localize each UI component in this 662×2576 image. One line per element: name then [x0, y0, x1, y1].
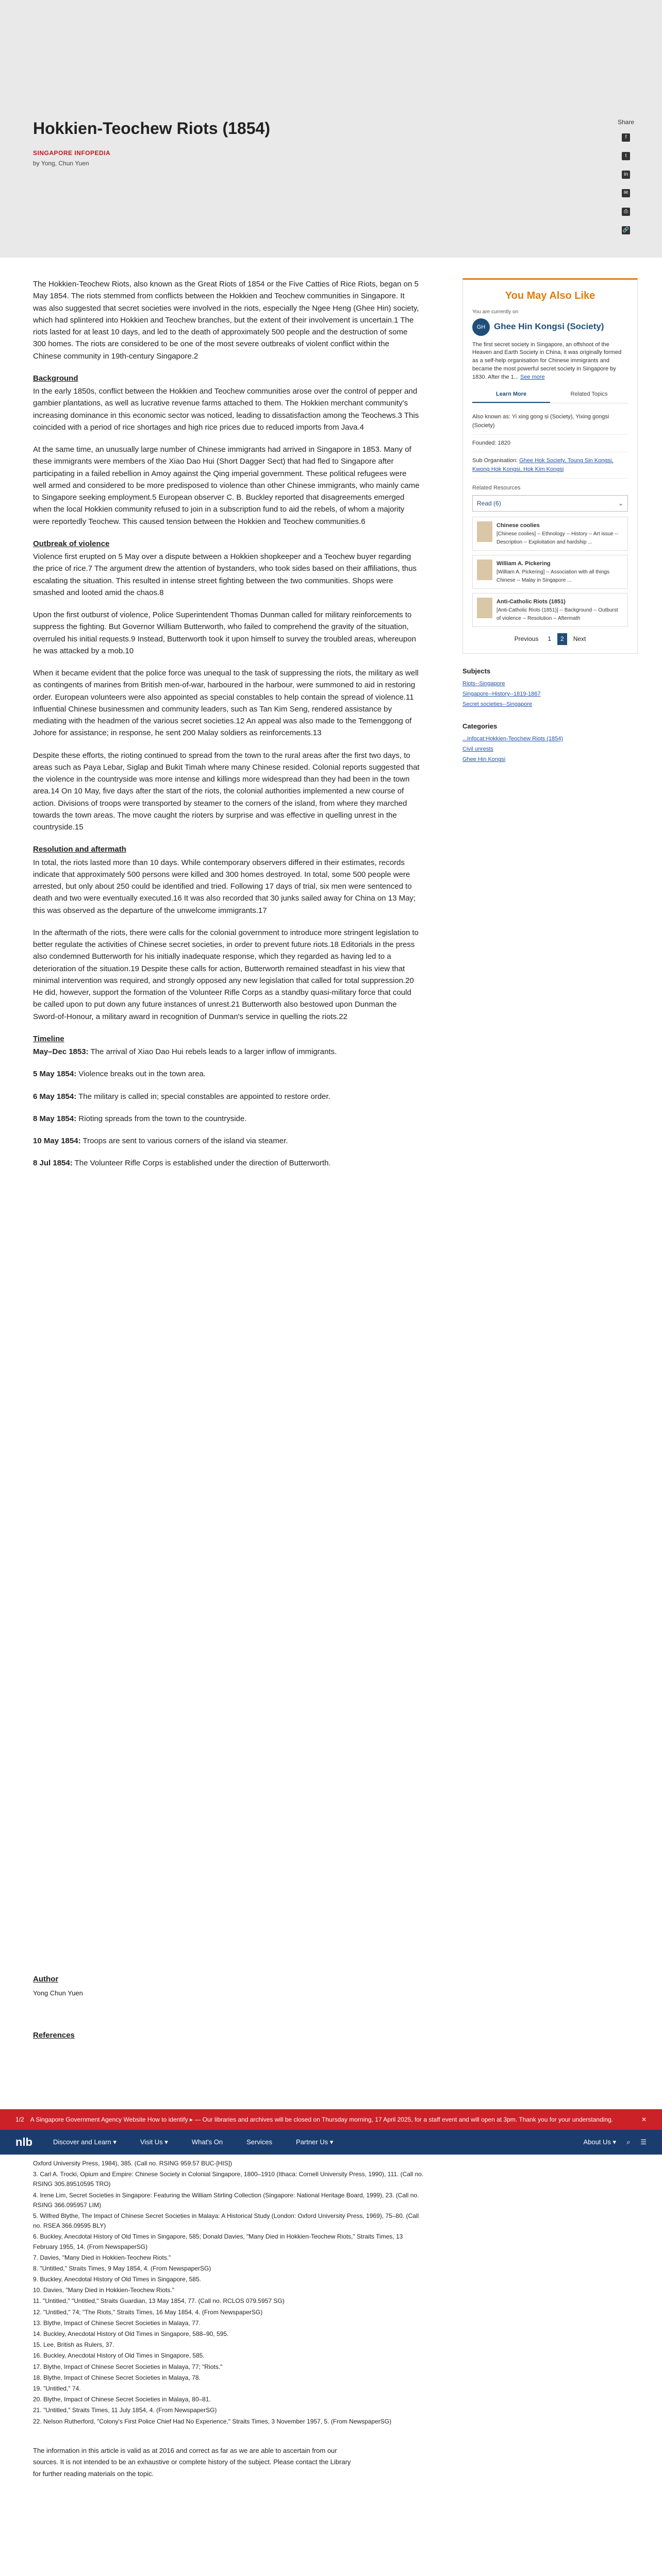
print-icon[interactable]: ⎙: [622, 208, 630, 216]
author-name: Yong Chun Yuen: [33, 1989, 83, 1997]
references-list: [33, 2159, 425, 2480]
reference-item: 13. Blythe, Impact of Chinese Secret Societies in Malaya, 77.: [33, 2319, 201, 2327]
resource-card[interactable]: Chinese coolies [Chinese coolies] -- Ethnology -- History -- Art issue -- Description -- Exploitation and hardship ...: [472, 517, 628, 551]
fact-also-known: Also known as: Yi xing gong si (Society), Yixing gongsi (Society): [472, 409, 628, 435]
topic-tabs: [472, 387, 628, 403]
nav-item-about[interactable]: About Us ▾: [583, 2138, 617, 2146]
article-paragraph: Violence first erupted on 5 May over a dispute between a Hokkien shopkeeper and a Teochew buyer regarding the price of rice.7 The argument drew the attention of bystanders, who took sides based on their affiliations, thus escalating the situation. This resulted in intense street fighting between the two communities. Shops were smashed and looted amid the chaos.8: [33, 552, 417, 597]
reference-item: 7. Davies, "Many Died in Hokkien-Teochew Riots.": [33, 2253, 171, 2261]
article-paragraph: The Hokkien-Teochew Riots, also known as the Great Riots of 1854 or the Five Catties of Rice Riots, began on 5 May 1854. The riots stemmed from conflicts between the Hokkien and Teochew communities in Singapore. It was also suggested that secret societies were involved in the riots, especially the Ngee Heng (Ghee Hin) society, which had splintered into Hokkien and Teochew branches, but the extent of their involvement is uncertain.1 The riots lasted for at least 10 days, and led to the death of approximately 500 people and the destruction of some 300 homes. The riots are considered to be one of the most severe outbreaks of violent conflict within the Chinese community in 19th-century Singapore.2: [33, 280, 419, 361]
topic-description: The first secret society in Singapore, an offshoot of the Heaven and Earth Society in China, it was originally formed as a self-help organisation for Chinese immigrants and became the most powerful secret society in Singapore by 1830. After the 1... See more: [472, 341, 622, 381]
reference-item: 12. "Untitled," 74; "The Riots," Straits Times, 16 May 1854, 4. (From NewspaperSG): [33, 2308, 263, 2316]
reference-item: 18. Blythe, Impact of Chinese Secret Societies in Malaya, 78.: [33, 2374, 201, 2381]
byline: by Yong, Chun Yuen: [33, 160, 89, 167]
subject-link[interactable]: Riots--Singapore: [462, 680, 505, 687]
reference-item: 9. Buckley, Anecdotal History of Old Times in Singapore, 585.: [33, 2276, 201, 2283]
nlb-logo[interactable]: nlb: [15, 2135, 32, 2148]
facebook-icon[interactable]: f: [622, 133, 630, 142]
see-more-link[interactable]: See more: [520, 374, 545, 381]
current-topic[interactable]: [472, 318, 628, 336]
notice-banner: [0, 2109, 662, 2130]
reference-item: 4. Irene Lim, Secret Societies in Singapore: Featuring the William Stirling Collection (Singapore: National Heritage Board, 1999), 23. (Call no. RSING 366.095957 LIM): [33, 2191, 419, 2209]
email-icon[interactable]: ✉: [622, 189, 630, 197]
subjects-label: Subjects: [462, 667, 491, 675]
reference-item: 22. Nelson Rutherford, "Colony's First Police Chief Had No Experience," Straits Times, 3 November 1957, 5. (From NewspaperSG): [33, 2417, 392, 2425]
reference-item: 8. "Untitled," Straits Times, 9 May 1854, 4. (From NewspaperSG): [33, 2264, 211, 2272]
resource-thumbnail: [477, 560, 492, 580]
reference-item: 16. Buckley, Anecdotal History of Old Times in Singapore, 585.: [33, 2352, 205, 2360]
nav-item[interactable]: Services: [246, 2138, 272, 2146]
search-icon[interactable]: ⌕: [626, 2138, 631, 2146]
menu-icon[interactable]: ☰: [640, 2138, 647, 2146]
reference-item: 14. Buckley, Anecdotal History of Old Times in Singapore, 588–90, 595.: [33, 2330, 229, 2337]
timeline-item: 10 May 1854: Troops are sent to various corners of the island via steamer.: [33, 1137, 288, 1145]
reference-item: Oxford University Press, 1984), 385. (Call no. RSING 959.57 BUC-[HIS]): [33, 2160, 233, 2167]
resource-type-select[interactable]: Read (6) ⌄: [472, 495, 628, 512]
timeline-item: 8 May 1854: Rioting spreads from the town to the countryside.: [33, 1114, 247, 1123]
banner-page-indicator: 1/2: [15, 2115, 24, 2123]
chevron-down-icon: ⌄: [618, 499, 623, 507]
close-icon[interactable]: ✕: [641, 2115, 647, 2123]
tab-learn-more[interactable]: Learn More: [472, 387, 550, 403]
article-paragraph: Upon the first outburst of violence, Police Superintendent Thomas Dunman called for military reinforcements to suppress the fighting. But Governor William Butterworth, who failed to comprehend the gravity of the situation, overruled his initial requests.9 Instead, Butterworth took it upon himself to survey the troubled areas, whereupon he was attacked by a mob.10: [33, 611, 416, 655]
fact-sub-org: Sub Organisation: Ghee Hok Society, Toung Sin Kongsi, Kwong Hok Kongsi, Hok Kim Kongsi: [472, 452, 628, 479]
section-heading-resolution: Resolution and aftermath: [33, 845, 126, 854]
series-label[interactable]: SINGAPORE INFOPEDIA: [33, 149, 111, 157]
reference-item: 11. "Untitled," "Untitled," Straits Guardian, 13 May 1854, 77. (Call no. RCLOS 079.5957 SG): [33, 2297, 285, 2305]
resource-card[interactable]: Anti-Catholic Riots (1851) [Anti-Catholic Riots (1851)] -- Background -- Outburst of violence -- Resolution -- Aftermath: [472, 593, 628, 627]
article-paragraph: In total, the riots lasted more than 10 days. While contemporary observers differed in their estimates, records indicate that approximately 500 persons were killed and 300 homes destroyed. In total, some 500 people were arrested, but only about 250 could be identified and tried. Following 17 days of trial, six men were sentenced to death and two were eventually executed.16 It was also recorded that 30 junks sailed away for China on 13 May; this was observed as the departure of the unwelcome immigrants.17: [33, 858, 416, 915]
nav-item[interactable]: Partner Us ▾: [295, 2138, 334, 2146]
reference-item: 10. Davies, "Many Died in Hokkien-Teochew Riots.": [33, 2286, 174, 2294]
link-icon[interactable]: 🔗: [622, 226, 630, 234]
subject-link[interactable]: Singapore--History--1819-1867: [462, 691, 541, 698]
twitter-icon[interactable]: t: [622, 152, 630, 160]
site-nav: [0, 2130, 662, 2155]
sidebar: [462, 278, 638, 766]
tab-related-topics[interactable]: Related Topics: [570, 391, 608, 398]
author-section: [33, 1973, 425, 2045]
category-link[interactable]: Civil unrests: [462, 746, 493, 753]
reference-item: 17. Blythe, Impact of Chinese Secret Societies in Malaya, 77; "Riots.": [33, 2363, 223, 2370]
subject-link[interactable]: Secret societies--Singapore: [462, 701, 533, 708]
timeline-item: May–Dec 1853: The arrival of Xiao Dao Hui rebels leads to a larger inflow of immigrants.: [33, 1047, 337, 1056]
resource-thumbnail: [477, 598, 492, 618]
resource-card[interactable]: William A. Pickering [William A. Pickering] -- Association with all things Chinese -- Malay in Singapore ...: [472, 555, 628, 589]
reference-item: 19. "Untitled," 74.: [33, 2384, 81, 2392]
section-heading-outbreak: Outbreak of violence: [33, 539, 110, 548]
fact-founded: Founded: 1820: [472, 435, 628, 452]
page-2-button[interactable]: 2: [557, 633, 567, 645]
current-topic-name: Ghee Hin Kongsi (Society): [494, 321, 604, 332]
article-paragraph: When it became evident that the police force was unequal to the task of suppressing the riots, the military as well as contingents of marines from British men-of-war, harboured in the harbour, were summoned to aid in restoring order. European volunteers were also appointed as special constables to help contain the spread of violence.11 Influential Chinese businessmen and community leaders, such as Tan Kim Seng, rendered assistance by mediating with the headmen of the various secret societies.12 An appeal was also made to the Temenggong of Johore for assistance; in response, he sent 200 Malay soldiers as reinforcements.13: [33, 669, 419, 738]
section-heading-timeline: Timeline: [33, 1034, 64, 1043]
page-header: [0, 0, 662, 258]
linkedin-icon[interactable]: in: [622, 171, 630, 179]
page-1-button[interactable]: 1: [548, 635, 551, 643]
timeline-item: 5 May 1854: Violence breaks out in the town area.: [33, 1070, 206, 1079]
reference-item: 15. Lee, British as Rulers, 37.: [33, 2341, 114, 2349]
timeline-list: [33, 1046, 420, 1170]
article-paragraph: In the aftermath of the riots, there were calls for the colonial government to introduce more stringent legislation to better regulate the activities of Chinese secret societies, in order to prevent future riots.18 Editorials in the press also condemned Butterworth for his initially inadequate response, which they regarded as having led to a deterioration of the situation.19 Despite these calls for action, Butterworth remained steadfast in his view that minimal intervention was required, and strongly opposed any new legislation that called for total suppression.20 He did, however, support the formation of the Volunteer Rifle Corps as a standby quasi-military force that could be called upon to put down any future instances of unrest.21 Butterworth also bestowed upon Dunman the Sword-of-Honour, a military award in recognition of Dunman's service in quelling the riots.22: [33, 928, 419, 1021]
category-link[interactable]: ...Infocat:Hokkien-Teochew Riots (1854): [462, 736, 564, 742]
panel-title: You May Also Like: [505, 290, 595, 301]
categories-label: Categories: [462, 722, 498, 731]
banner-message: A Singapore Government Agency Website How to identify ▸ — Our libraries and archives will be closed on Thursday morning, 17 April 2025, for a staff event and will open at 3pm. Thank you for your understanding.: [30, 2115, 614, 2123]
page-title: Hokkien-Teochew Riots (1854): [33, 119, 270, 138]
current-label: You are currently on: [472, 309, 519, 315]
topic-avatar-icon: GH: [472, 318, 490, 336]
reference-item: 20. Blythe, Impact of Chinese Secret Societies in Malaya, 80–81.: [33, 2396, 211, 2403]
reference-item: 3. Carl A. Trocki, Opium and Empire: Chinese Society in Colonial Singapore, 1800–1910 (Ithaca: Cornell University Press, 1990), 111. (Call no. RSING 305.89510595 TRO): [33, 2171, 424, 2188]
pagination: [472, 633, 628, 645]
reference-item: 21. "Untitled," Straits Times, 11 July 1854, 4. (From NewspaperSG): [33, 2406, 217, 2414]
section-heading-background: Background: [33, 374, 78, 383]
info-disclaimer: The information in this article is valid as at 2016 and correct as far as we are able to ascertain from our sources. It is not intended to be an exhaustive or complete history of the subject. Please contact the Library for further reading materials on the topic.: [33, 2446, 351, 2478]
timeline-item: 6 May 1854: The military is called in; special constables are appointed to restore order.: [33, 1092, 330, 1101]
you-may-also-like-panel: [462, 278, 638, 654]
prev-button[interactable]: Previous: [514, 635, 539, 643]
nav-right: [583, 2137, 647, 2147]
nav-item[interactable]: Visit Us ▾: [140, 2138, 168, 2146]
author-label: Author: [33, 1975, 59, 1984]
article-paragraph: At the same time, an unusually large number of Chinese immigrants had arrived in Singapore in 1853. Many of these immigrants were members of the Xiao Dao Hui (Short Dagger Sect) that had fled to Singapore after participating in a failed rebellion in Amoy against the Qing imperial government. These political refugees were well armed and considered to be more predisposed to violence than other Chinese immigrants, who mainly came to Singapore seeking employment.5 European observer C. B. Buckley reported that disagreements emerged when the local Hokkien community refused to join in a subscription fund to aid the rebels, of whom a majority were reportedly Teochew. This caused tension between the Hokkien and Teochew communities.6: [33, 445, 420, 526]
article-body: [33, 278, 420, 1180]
timeline-item: 8 Jul 1854: The Volunteer Rifle Corps is established under the direction of Butterworth.: [33, 1159, 331, 1168]
article-paragraph: In the early 1850s, conflict between the Hokkien and Teochew communities arose over the control of pepper and gambier plantations, as well as lucrative revenue farms attached to them. The Hokkien merchant community's increasing dominance in this economic sector was noticed, leading to dissatisfaction among the Teochews.3 This coincided with a period of rice shortages and high rice prices due to reduced imports from Java.4: [33, 387, 419, 432]
category-link[interactable]: Ghee Hin Kongsi: [462, 756, 506, 763]
nav-item[interactable]: What's On: [191, 2138, 223, 2146]
related-resources-label: Related Resources: [472, 485, 521, 492]
sub-org-links[interactable]: Ghee Hok Society, Toung Sin Kongsi, Kwong Hok Kongsi, Hok Kim Kongsi: [472, 457, 614, 473]
reference-item: 6. Buckley, Anecdotal History of Old Times in Singapore, 585; Donald Davies, "Many Died in Hokkien-Teochew Riots," Straits Times, 13 February 1955, 14. (From NewspaperSG): [33, 2233, 403, 2250]
reference-item: 5. Wilfred Blythe, The Impact of Chinese Secret Societies in Malaya: A Historical Study (London: Oxford University Press, 1969), 75–80. (Call no. RSEA 366.09595 BLY): [33, 2212, 419, 2230]
nav-item[interactable]: Discover and Learn ▾: [53, 2138, 117, 2146]
share-label: Share: [617, 118, 635, 126]
share-panel: [616, 117, 636, 245]
article-paragraph: Despite these efforts, the rioting continued to spread from the town to the rural areas after the first two days, to areas such as Paya Lebar, Siglap and Bukit Timah where many Chinese resided. Colonial reports suggested that the violence in the countryside was more intense and killings more widespread than they had been in the town area.14 On 10 May, five days after the start of the riots, the colonial authorities implemented a new course of action. Divisions of troops were transported by steamer to the corners of the island, from where they marched towards the town areas. The move caught the rioters by surprise and was effective in quelling unrest in the countryside.15: [33, 751, 420, 832]
resource-thumbnail: [477, 521, 492, 542]
references-label: References: [33, 2031, 75, 2040]
next-button[interactable]: Next: [573, 635, 586, 643]
